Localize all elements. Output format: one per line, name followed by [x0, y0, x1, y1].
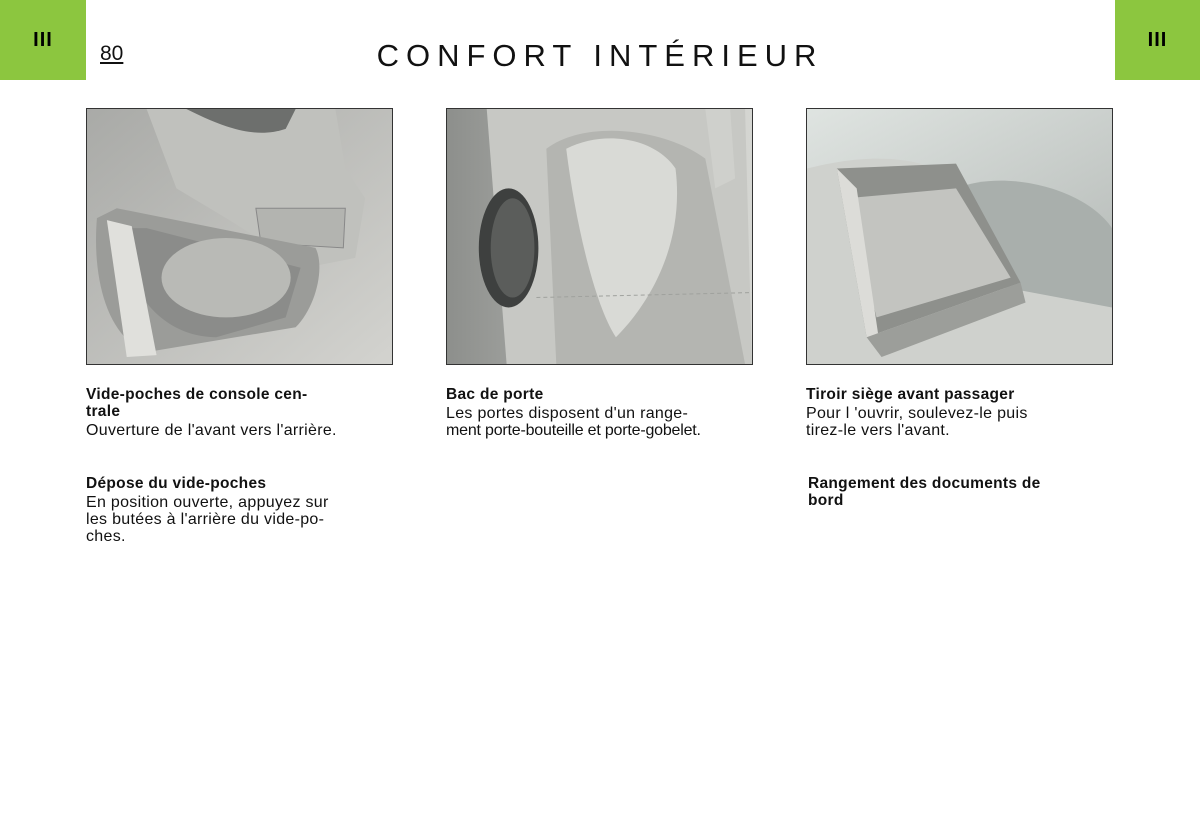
- photo-door-bin: [446, 108, 753, 365]
- photo-console-storage: [86, 108, 393, 365]
- text-remove-storage-line1: En position ouverte, appuyez sur: [86, 494, 329, 511]
- page-number: 80: [100, 42, 124, 65]
- heading-documents-storage: [808, 475, 1116, 509]
- heading-documents-storage-line1: Rangement des documents de: [808, 475, 1041, 492]
- section-tab-left: [0, 0, 86, 80]
- column-console-storage: [86, 386, 396, 545]
- text-seat-drawer-line2: tirez-le vers l'avant.: [806, 422, 950, 439]
- heading-door-bin: Bac de porte: [446, 386, 544, 403]
- column-door-bin: [446, 386, 762, 439]
- text-door-bin-line2: ment porte-bouteille et porte-gobelet.: [446, 422, 701, 439]
- text-seat-drawer: [806, 405, 1116, 439]
- text-remove-storage-line2: les butées à l'arrière du vide-po-: [86, 511, 325, 528]
- heading-documents-storage-line2: bord: [808, 492, 844, 509]
- text-door-bin-line1: Les portes disposent d'un range-: [446, 405, 689, 422]
- section-tab-right: [1115, 0, 1200, 80]
- column-seat-drawer: [806, 386, 1116, 509]
- text-seat-drawer-line1: Pour l 'ouvrir, soulevez-le puis: [806, 405, 1028, 422]
- heading-console-storage: [86, 386, 396, 420]
- text-console-storage: Ouverture de l'avant vers l'arrière.: [86, 422, 337, 439]
- text-remove-storage-line3: ches.: [86, 528, 126, 545]
- photo-seat-drawer: [806, 108, 1113, 365]
- section-tab-right-label: III: [1147, 28, 1168, 51]
- text-remove-storage: [86, 494, 396, 545]
- heading-remove-storage: Dépose du vide-poches: [86, 475, 267, 492]
- text-door-bin: [446, 405, 762, 439]
- page-title: CONFORT INTÉRIEUR: [376, 38, 824, 73]
- heading-seat-drawer: Tiroir siège avant passager: [806, 386, 1015, 403]
- heading-console-storage-line1: Vide-poches de console cen-: [86, 386, 308, 403]
- section-tab-left-label: III: [33, 28, 53, 51]
- heading-console-storage-line2: trale: [86, 403, 121, 420]
